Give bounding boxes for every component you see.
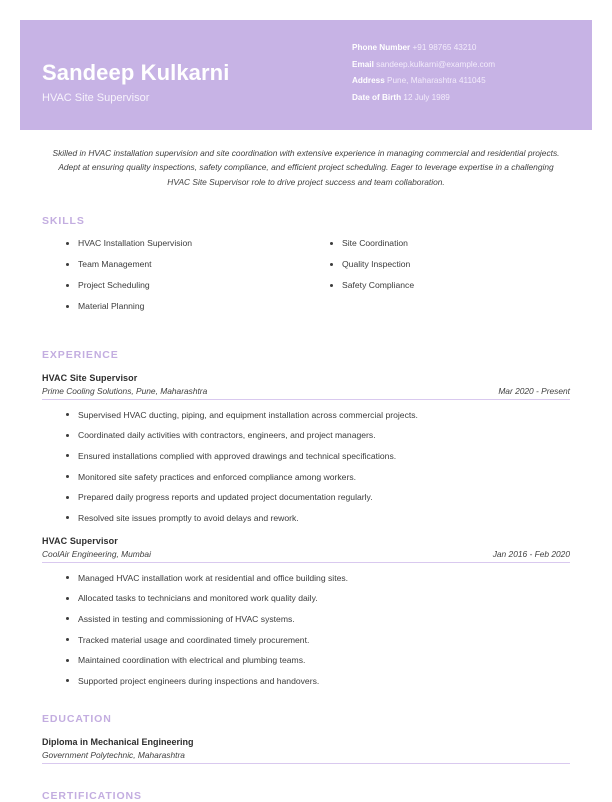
experience-meta [42, 386, 570, 400]
candidate-name: Sandeep Kulkarni [42, 60, 230, 85]
experience-section [20, 349, 592, 687]
education-institution: Government Polytechnic, Maharashtra [42, 749, 185, 760]
skill-item: Quality Inspection [330, 258, 570, 270]
experience-dates: Jan 2016 - Feb 2020 [492, 548, 570, 559]
experience-bullets [42, 409, 570, 525]
experience-role: HVAC Site Supervisor [42, 373, 138, 384]
experience-bullet: Maintained coordination with electrical and plumbing teams. [66, 654, 570, 666]
identity-block [42, 38, 229, 104]
experience-role: HVAC Supervisor [42, 536, 118, 547]
experience-bullet: Coordinated daily activities with contractors, engineers, and project managers. [66, 429, 570, 441]
contact-label-email: Email [352, 59, 374, 69]
contact-label-address: Address [352, 76, 385, 86]
experience-bullet: Allocated tasks to technicians and monitored work quality daily. [66, 592, 570, 604]
contact-row-email [352, 59, 570, 71]
contact-label-phone: Phone Number [352, 43, 411, 52]
education-section [20, 713, 592, 764]
contact-value-email: sandeep.kulkarni@example.com [376, 59, 496, 69]
section-title-education: EDUCATION [42, 713, 112, 726]
skills-column-left [42, 237, 306, 321]
section-title-experience: EXPERIENCE [42, 349, 119, 362]
experience-bullet: Prepared daily progress reports and updated project documentation regularly. [66, 491, 570, 503]
resume-header [20, 20, 592, 130]
experience-bullet: Ensured installations complied with approved drawings and technical specifications. [66, 450, 570, 462]
contact-value-address: Pune, Maharashtra 411045 [387, 76, 486, 86]
experience-dates: Mar 2020 - Present [498, 385, 570, 396]
experience-bullet: Supervised HVAC ducting, piping, and equipment installation across commercial projects. [66, 409, 570, 421]
skill-item: Site Coordination [330, 237, 570, 249]
experience-entry [42, 373, 570, 524]
contact-row-dob [352, 92, 570, 104]
experience-meta [42, 549, 570, 563]
skill-item: Safety Compliance [330, 279, 570, 291]
experience-company: Prime Cooling Solutions, Pune, Maharashtra [42, 385, 208, 396]
experience-entry [42, 536, 570, 687]
skill-item: HVAC Installation Supervision [66, 237, 306, 249]
candidate-job-title: HVAC Site Supervisor [42, 92, 150, 105]
skill-item: Project Scheduling [66, 279, 306, 291]
experience-bullet: Monitored site safety practices and enforced compliance among workers. [66, 471, 570, 483]
skills-section [20, 215, 592, 321]
experience-bullet: Supported project engineers during inspections and handovers. [66, 675, 570, 687]
education-entry [42, 737, 570, 764]
skill-item: Material Planning [66, 300, 306, 312]
skills-column-right [306, 237, 570, 321]
contact-label-dob: Date of Birth [352, 92, 402, 102]
skill-item: Team Management [66, 258, 306, 270]
education-degree: Diploma in Mechanical Engineering [42, 737, 194, 748]
experience-bullet: Tracked material usage and coordinated timely procurement. [66, 634, 570, 646]
contact-row-phone [352, 42, 570, 54]
experience-bullet: Managed HVAC installation work at residential and office building sites. [66, 572, 570, 584]
experience-company: CoolAir Engineering, Mumbai [42, 548, 151, 559]
contact-details [352, 38, 570, 109]
experience-bullet: Assisted in testing and commissioning of HVAC systems. [66, 613, 570, 625]
section-title-certifications: CERTIFICATIONS [42, 789, 142, 802]
experience-bullet: Resolved site issues promptly to avoid delays and rework. [66, 512, 570, 524]
skills-grid [42, 237, 570, 321]
contact-value-phone: +91 98765 43210 [412, 43, 477, 52]
section-title-skills: SKILLS [42, 215, 85, 228]
contact-value-dob: 12 July 1989 [403, 92, 450, 102]
experience-bullets [42, 572, 570, 688]
professional-summary: Skilled in HVAC installation supervision and site coordination with extensive experience in managing commercial and residential projects. Adept at ensuring quality inspections, safety compliance, and efficient project scheduling. Eager to leverage expertise in a challenging HVAC Site Supervisor role to drive project success and team collaboration. [52, 148, 560, 187]
contact-row-address [352, 75, 570, 87]
education-meta [42, 750, 570, 764]
